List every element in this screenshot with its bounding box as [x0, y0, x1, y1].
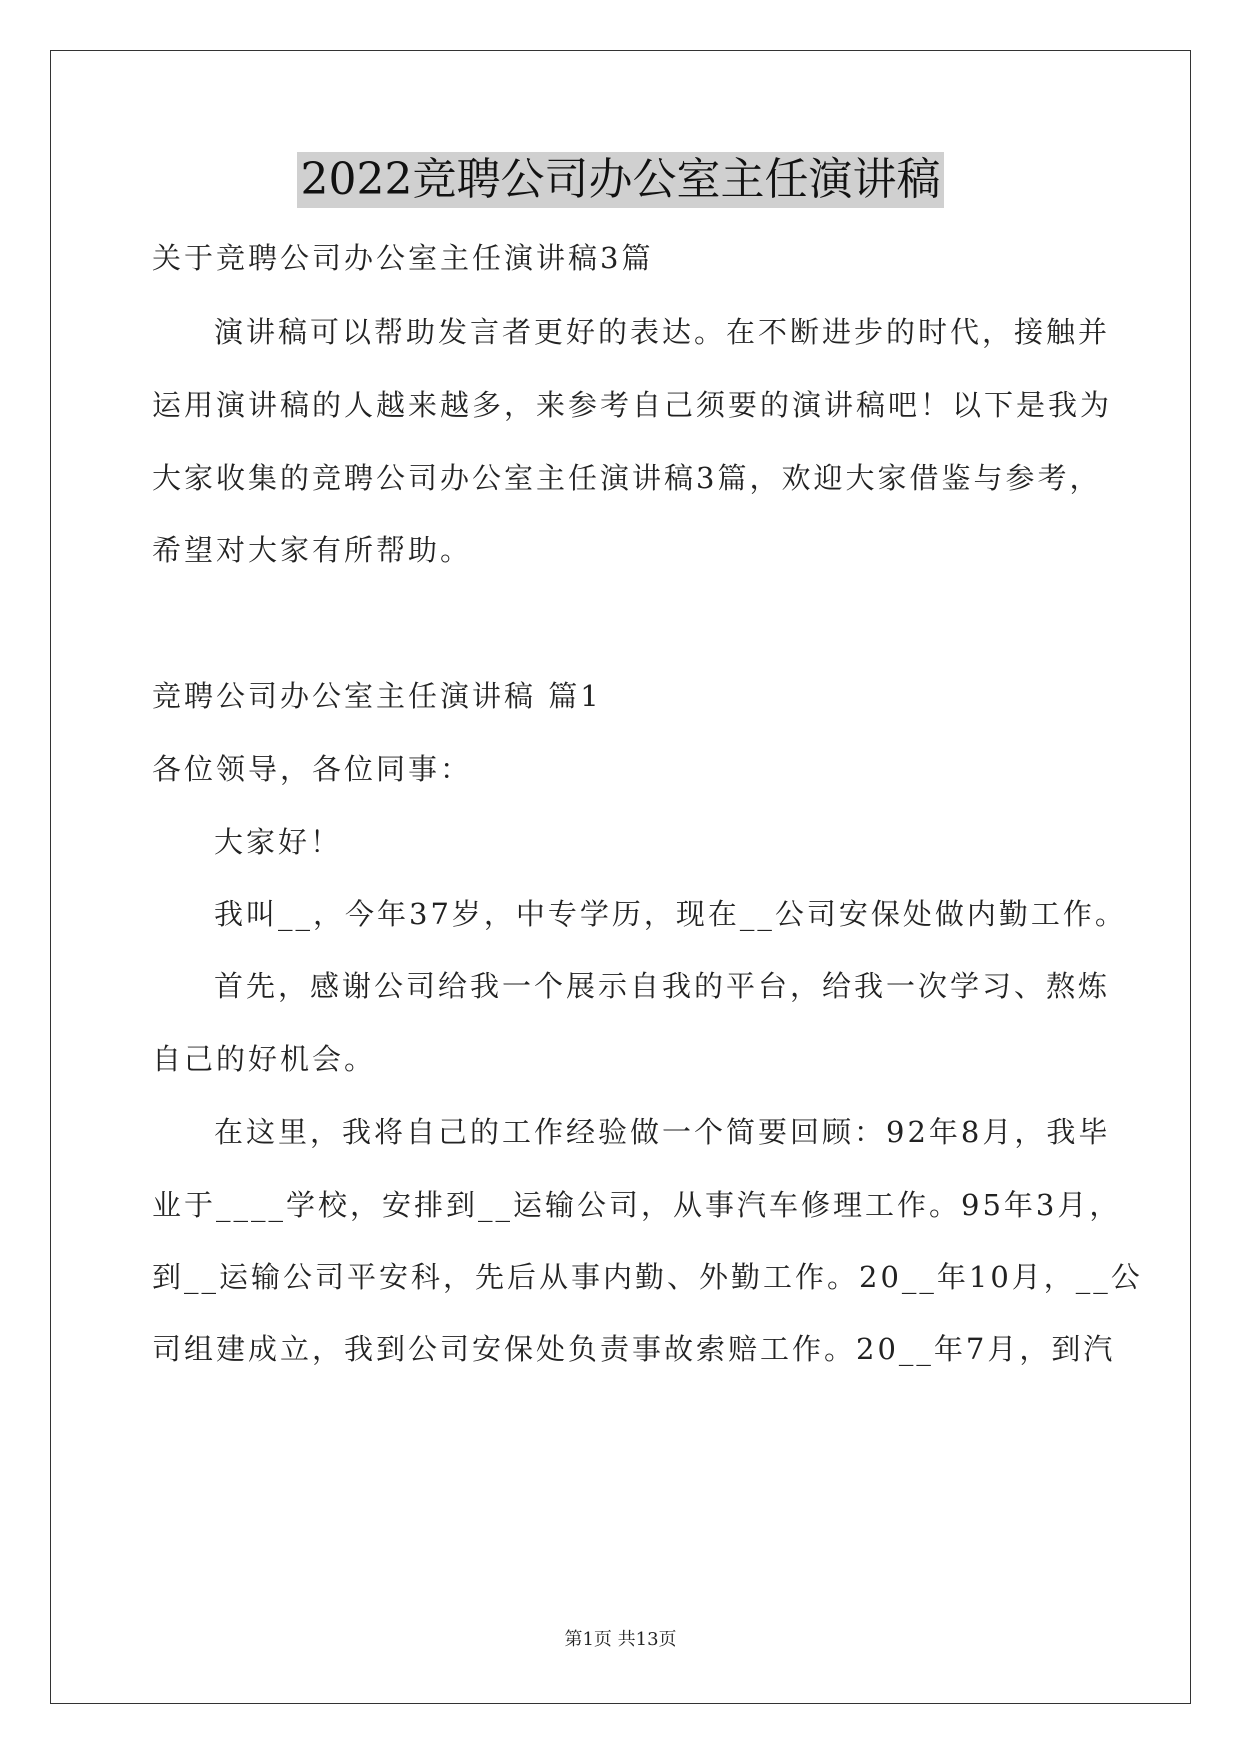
body-line-1: 我叫__，今年37岁，中专学历，现在__公司安保处做内勤工作。 [214, 897, 1127, 931]
intro-line-2: 运用演讲稿的人越来越多，来参考自己须要的演讲稿吧！以下是我为 [152, 388, 1113, 422]
body-line-3: 自己的好机会。 [152, 1042, 377, 1076]
page-border [50, 50, 1191, 1704]
intro-line-1: 演讲稿可以帮助发言者更好的表达。在不断进步的时代，接触并 [214, 315, 1111, 349]
intro-line-4: 希望对大家有所帮助。 [152, 533, 473, 567]
salutation: 各位领导，各位同事： [152, 752, 473, 786]
body-line-6: 到__运输公司平安科，先后从事内勤、外勤工作。20__年10月，__公 [152, 1260, 1143, 1294]
page-footer: 第1页 共13页 [564, 1629, 677, 1650]
intro-line-3: 大家收集的竞聘公司办公室主任演讲稿3篇，欢迎大家借鉴与参考， [152, 461, 1102, 495]
document-title: 2022竞聘公司办公室主任演讲稿 [297, 152, 945, 208]
body-line-7: 司组建成立，我到公司安保处负责事故索赔工作。20__年7月，到汽 [152, 1332, 1116, 1366]
body-line-2: 首先，感谢公司给我一个展示自我的平台，给我一次学习、熬炼 [214, 969, 1111, 1003]
section-heading: 竞聘公司办公室主任演讲稿 篇1 [152, 679, 602, 713]
title-wrap [0, 152, 1241, 208]
greeting: 大家好！ [214, 825, 343, 859]
body-line-4: 在这里，我将自己的工作经验做一个简要回顾：92年8月，我毕 [214, 1115, 1111, 1149]
document-subtitle: 关于竞聘公司办公室主任演讲稿3篇 [152, 241, 654, 275]
body-line-5: 业于____学校，安排到__运输公司，从事汽车修理工作。95年3月， [152, 1188, 1122, 1222]
